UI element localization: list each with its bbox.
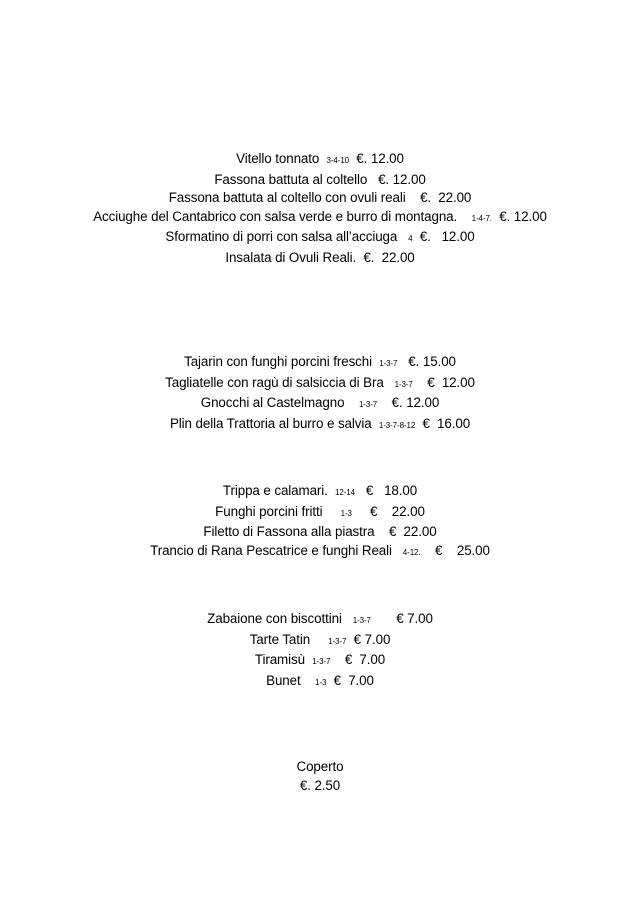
menu-item-price: €. 15.00 bbox=[408, 354, 456, 369]
allergen-codes: 3-4-10 bbox=[326, 156, 350, 165]
allergen-codes: 1-3-7 bbox=[312, 657, 331, 667]
menu-item-name: Insalata di Ovuli Reali. bbox=[225, 249, 357, 265]
allergen-codes: 1-3-7 bbox=[328, 636, 347, 646]
spacer bbox=[330, 652, 344, 667]
menu-item-name: Vitello tonnato bbox=[236, 151, 320, 166]
spacer bbox=[372, 416, 379, 431]
menu-item-name: Acciughe del Cantabrico con salsa verde e burro di montagna. bbox=[93, 208, 458, 224]
spacer bbox=[371, 611, 396, 626]
menu-item-price: € 7.00 bbox=[344, 652, 386, 668]
spacer bbox=[374, 524, 388, 539]
menu-item-price: € 7.00 bbox=[353, 631, 391, 647]
menu-item-price: €. 22.00 bbox=[363, 249, 415, 265]
menu-item bbox=[0, 374, 640, 395]
allergen-codes: 4-12. bbox=[402, 547, 421, 557]
menu-item-name: Tarte Tatin bbox=[249, 631, 311, 647]
menu-item-price: € 18.00 bbox=[365, 483, 418, 498]
spacer bbox=[397, 229, 408, 244]
menu-item bbox=[0, 651, 640, 672]
menu-item-name: Trancio di Rana Pescatrice e funghi Reali bbox=[150, 542, 392, 558]
spacer bbox=[377, 395, 391, 410]
menu-item bbox=[0, 610, 640, 631]
menu-item bbox=[0, 171, 640, 190]
menu-item bbox=[0, 482, 640, 503]
spacer bbox=[310, 632, 328, 647]
menu-item-price: € 7.00 bbox=[396, 611, 433, 626]
menu-item bbox=[0, 150, 640, 171]
coperto-label: Coperto bbox=[296, 759, 344, 774]
allergen-codes: 1-3-7-8-12 bbox=[378, 420, 416, 430]
spacer bbox=[342, 611, 353, 626]
spacer bbox=[344, 395, 358, 410]
menu-item-price: € 25.00 bbox=[435, 542, 490, 558]
menu-item-name: Sformatino di porri con salsa all’acciuga bbox=[165, 229, 398, 245]
spacer bbox=[346, 632, 353, 647]
menu-item-name: Gnocchi al Castelmagno bbox=[200, 395, 345, 411]
menu-item bbox=[0, 208, 640, 229]
allergen-codes: 1-3-7 bbox=[379, 359, 398, 368]
menu-item-price: € 16.00 bbox=[422, 415, 471, 431]
menu-item bbox=[0, 394, 640, 415]
menu-item-price: €. 12.00 bbox=[499, 208, 547, 224]
coperto-price: €. 2.50 bbox=[299, 777, 341, 793]
allergen-codes: 1-3 bbox=[340, 508, 352, 518]
allergen-codes: 1-4-7. bbox=[471, 213, 492, 223]
allergen-codes: 1-3-7 bbox=[352, 616, 371, 625]
antipasti-section bbox=[0, 150, 640, 268]
coperto-section bbox=[0, 758, 640, 795]
spacer bbox=[397, 354, 408, 369]
spacer bbox=[367, 172, 378, 187]
allergen-codes: 1-3-7 bbox=[394, 379, 413, 389]
menu-item bbox=[0, 631, 640, 652]
spacer bbox=[413, 375, 427, 390]
menu-item bbox=[0, 415, 640, 436]
spacer bbox=[319, 151, 326, 166]
allergen-codes: 1-3-7 bbox=[358, 400, 378, 410]
allergen-codes: 1-3 bbox=[315, 677, 327, 687]
allergen-codes: 12-14 bbox=[335, 488, 355, 497]
menu-item-name: Funghi porcini fritti bbox=[215, 503, 323, 519]
menu-item-name: Fassona battuta al coltello con ovuli reali bbox=[168, 190, 406, 206]
menu-item-price: €. 12.00 bbox=[391, 395, 440, 411]
menu-item bbox=[0, 542, 640, 563]
menu-item-price: €. 12.00 bbox=[356, 151, 404, 166]
menu-item-price: €. 22.00 bbox=[420, 190, 472, 206]
spacer bbox=[457, 209, 471, 224]
menu-item-name: Fassona battuta al coltello bbox=[214, 171, 368, 187]
spacer bbox=[326, 673, 333, 688]
menu-item bbox=[0, 353, 640, 374]
allergen-codes: 4 bbox=[408, 234, 413, 244]
menu-item-price: € 7.00 bbox=[333, 672, 374, 688]
primi-section bbox=[0, 353, 640, 435]
menu-item-name: Zabaione con biscottini bbox=[207, 611, 342, 626]
spacer bbox=[355, 483, 366, 498]
menu-item-price: € 22.00 bbox=[369, 503, 425, 519]
menu-item-name: Tiramisù bbox=[254, 652, 305, 668]
menu-item-price: € 22.00 bbox=[388, 524, 437, 540]
spacer bbox=[328, 483, 335, 498]
menu-item bbox=[0, 503, 640, 524]
menu-item-name: Trippa e calamari. bbox=[222, 483, 328, 498]
spacer bbox=[412, 229, 419, 244]
menu-item-name: Plin della Trattoria al burro e salvia bbox=[169, 415, 372, 431]
menu-item bbox=[0, 189, 640, 208]
spacer bbox=[406, 190, 420, 205]
menu-item-name: Tajarin con funghi porcini freschi bbox=[184, 354, 372, 369]
spacer bbox=[384, 375, 395, 390]
menu-item-name: Filetto di Fassona alla piastra bbox=[203, 524, 375, 540]
menu-item-price: €. 12.00 bbox=[378, 171, 426, 187]
menu-item-price: € 12.00 bbox=[427, 374, 475, 390]
spacer bbox=[301, 673, 315, 688]
menu-item-price: €. 12.00 bbox=[419, 229, 475, 245]
menu-item bbox=[0, 249, 640, 268]
secondi-section bbox=[0, 482, 640, 562]
spacer bbox=[421, 543, 435, 558]
menu-item-name: Tagliatelle con ragù di salsiccia di Bra bbox=[165, 374, 384, 390]
menu-item bbox=[0, 672, 640, 693]
dolci-section bbox=[0, 610, 640, 692]
menu-item bbox=[0, 523, 640, 542]
spacer bbox=[352, 504, 370, 519]
menu-item-name: Bunet bbox=[266, 672, 301, 688]
menu-item bbox=[0, 228, 640, 249]
spacer bbox=[392, 543, 403, 558]
spacer bbox=[322, 504, 340, 519]
